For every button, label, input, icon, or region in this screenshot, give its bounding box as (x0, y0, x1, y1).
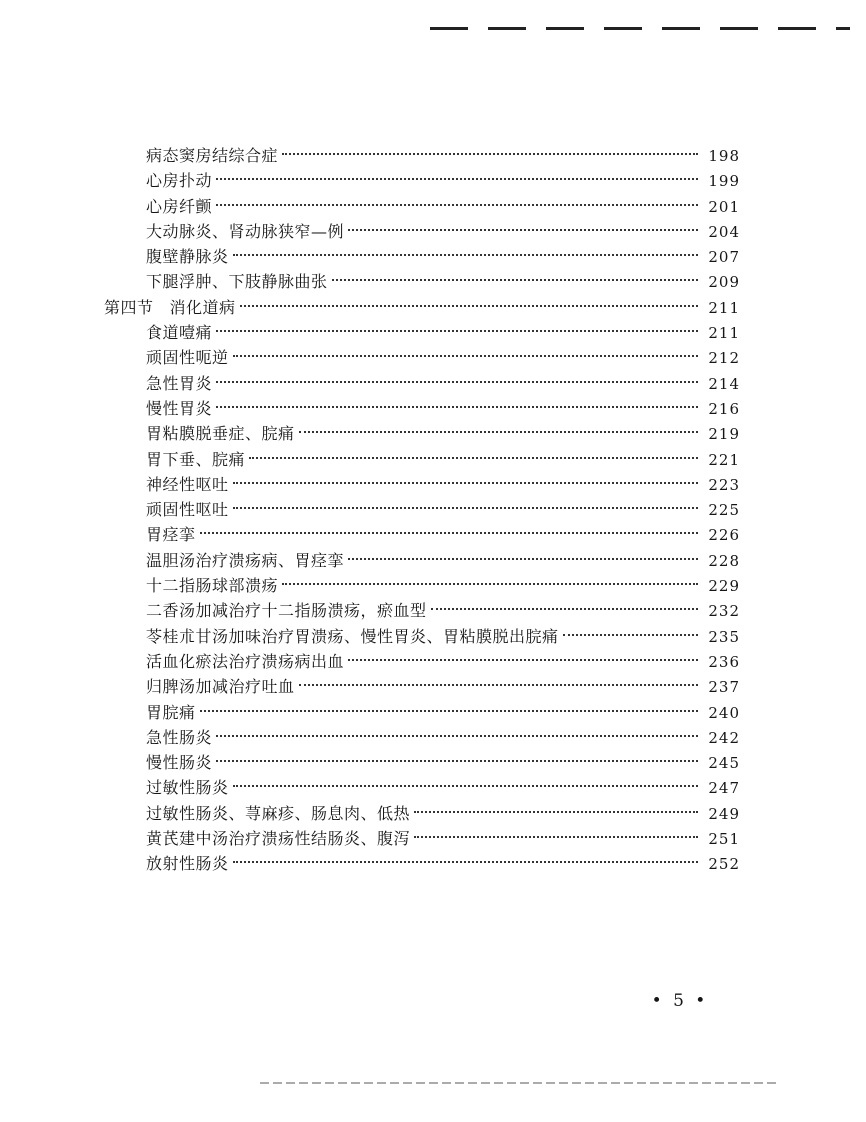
toc-dot-leader (563, 634, 698, 636)
toc-entry-page: 201 (708, 197, 740, 216)
toc-entry-page: 232 (708, 602, 740, 621)
toc-entry-title: 顽固性呕吐 (146, 500, 229, 520)
page-number: • 5 • (651, 991, 709, 1011)
toc-entry (100, 826, 740, 851)
toc-dot-leader (233, 482, 698, 484)
toc-entry-title: 大动脉炎、肾动脉狭窄—例 (146, 221, 345, 241)
toc-entry (100, 472, 740, 497)
toc-entry-title: 二香汤加减治疗十二指肠溃疡，瘀血型 (146, 601, 427, 621)
toc-entry-title: 急性肠炎 (146, 727, 213, 747)
toc-entry (100, 143, 740, 168)
toc-entry (100, 801, 740, 826)
toc-entry (100, 371, 740, 396)
toc-entry (100, 345, 740, 370)
toc-dot-leader (332, 279, 698, 281)
toc-dot-leader (216, 330, 698, 332)
toc-entry-title: 慢性肠炎 (146, 753, 213, 773)
toc-entry (100, 269, 740, 294)
toc-entry-title: 胃痉挛 (146, 525, 196, 545)
toc-entry (100, 320, 740, 345)
toc-entry-title: 过敏性肠炎 (146, 778, 229, 798)
toc-dot-leader (348, 558, 698, 560)
toc-dot-leader (240, 305, 698, 307)
toc-dot-leader (216, 381, 698, 383)
toc-entry-page: 245 (708, 754, 740, 773)
toc-entry-title: 心房扑动 (146, 171, 213, 191)
toc-entry (100, 851, 740, 876)
toc-entry-title: 腹壁静脉炎 (146, 247, 229, 267)
toc-dot-leader (282, 583, 698, 585)
toc-entry-page: 221 (708, 450, 740, 469)
toc-entry-title: 急性胃炎 (146, 373, 213, 393)
toc-entry-page: 198 (708, 147, 740, 165)
toc-dot-leader (299, 431, 698, 433)
toc-entry-title: 活血化瘀法治疗溃疡病出血 (146, 651, 345, 671)
toc-entry (100, 725, 740, 750)
toc-entry-page: 252 (708, 855, 740, 874)
bottom-scan-line (260, 1082, 780, 1084)
toc-entry-page: 228 (708, 551, 740, 570)
toc-dot-leader (216, 735, 698, 737)
toc-dot-leader (348, 659, 698, 661)
toc-entry (100, 447, 740, 472)
toc-entry-page: 240 (708, 703, 740, 722)
toc-entry-page: 207 (708, 248, 740, 267)
toc-entry (100, 700, 740, 725)
toc-entry-title: 心房纤颤 (146, 196, 213, 216)
toc-dot-leader (216, 178, 698, 180)
toc-entry-title: 慢性胃炎 (146, 398, 213, 418)
toc-section-heading (100, 295, 740, 320)
toc-entry-title: 神经性呕吐 (146, 474, 229, 494)
toc-entry-title: 十二指肠球部溃疡 (146, 576, 279, 596)
toc-entry (100, 168, 740, 193)
toc-entry-page: 237 (708, 678, 740, 697)
toc-dot-leader (233, 507, 698, 509)
toc-entry-page: 214 (708, 374, 740, 393)
toc-entry (100, 522, 740, 547)
toc-dot-leader (216, 204, 698, 206)
toc-dot-leader (200, 532, 698, 534)
top-dash-rule (430, 27, 850, 30)
toc-entry-page: 229 (708, 577, 740, 596)
toc-entry-page: 211 (708, 324, 740, 343)
toc-entry-title: 胃粘膜脱垂症、脘痛 (146, 424, 295, 444)
toc-dot-leader (233, 785, 698, 787)
toc-entry-page: 242 (708, 728, 740, 747)
toc-entry (100, 750, 740, 775)
toc-dot-leader (249, 457, 698, 459)
toc-entry-page: 249 (708, 804, 740, 823)
toc-entry (100, 244, 740, 269)
toc-entry (100, 194, 740, 219)
toc-entry-page: 251 (708, 830, 740, 849)
toc-entry (100, 775, 740, 800)
toc-entry (100, 674, 740, 699)
toc-entry (100, 396, 740, 421)
toc-entry (100, 548, 740, 573)
toc-entry-title: 苓桂朮甘汤加味治疗胃溃疡、慢性胃炎、胃粘膜脱出脘痛 (146, 626, 559, 646)
toc-dot-leader (233, 254, 698, 256)
toc-entry-title: 归脾汤加减治疗吐血 (146, 677, 295, 697)
toc-dot-leader (414, 836, 698, 838)
toc-entry (100, 219, 740, 244)
toc-entry-page: 226 (708, 526, 740, 545)
toc-entry (100, 573, 740, 598)
toc-entry-page: 209 (708, 273, 740, 292)
toc-entry-title: 黄芪建中汤治疗溃疡性结肠炎、腹泻 (146, 829, 411, 849)
toc-dot-leader (431, 608, 698, 610)
toc-entry-page: 219 (708, 425, 740, 444)
toc-dot-leader (299, 684, 698, 686)
toc-dot-leader (282, 153, 698, 155)
toc-entry-page: 212 (708, 349, 740, 368)
toc-entry-page: 216 (708, 399, 740, 418)
toc-entry-title: 顽固性呃逆 (146, 348, 229, 368)
toc-entry (100, 649, 740, 674)
toc-entry-title: 胃下垂、脘痛 (146, 449, 246, 469)
toc-entry-page: 235 (708, 627, 740, 646)
toc-dot-leader (348, 229, 698, 231)
toc-section-number: 第四节 (104, 297, 154, 317)
toc-entry-page: 204 (708, 222, 740, 241)
toc-entry (100, 497, 740, 522)
toc-entry-title: 过敏性肠炎、荨麻疹、肠息肉、低热 (146, 803, 411, 823)
toc-entry-title: 温胆汤治疗溃疡病、胃痉挛 (146, 550, 345, 570)
toc-dot-leader (216, 406, 698, 408)
toc-entry (100, 598, 740, 623)
toc-dot-leader (200, 710, 698, 712)
toc-entry-page: 236 (708, 652, 740, 671)
toc-entry-title: 放射性肠炎 (146, 854, 229, 874)
toc-entry-title: 病态窦房结综合症 (146, 146, 279, 165)
toc-entry-title: 胃脘痛 (146, 702, 196, 722)
toc-entry (100, 624, 740, 649)
toc-dot-leader (233, 355, 698, 357)
toc-dot-leader (233, 861, 698, 863)
table-of-contents (100, 143, 740, 877)
toc-entry-page: 225 (708, 501, 740, 520)
toc-entry-title: 消化道病 (169, 297, 236, 317)
toc-entry (100, 421, 740, 446)
toc-entry-title: 下腿浮肿、下肢静脉曲张 (146, 272, 328, 292)
toc-entry-page: 211 (708, 298, 740, 317)
toc-dot-leader (216, 760, 698, 762)
toc-dot-leader (414, 811, 698, 813)
toc-entry-page: 247 (708, 779, 740, 798)
toc-entry-page: 199 (708, 172, 740, 191)
toc-entry-page: 223 (708, 475, 740, 494)
toc-entry-title: 食道噎痛 (146, 323, 213, 343)
